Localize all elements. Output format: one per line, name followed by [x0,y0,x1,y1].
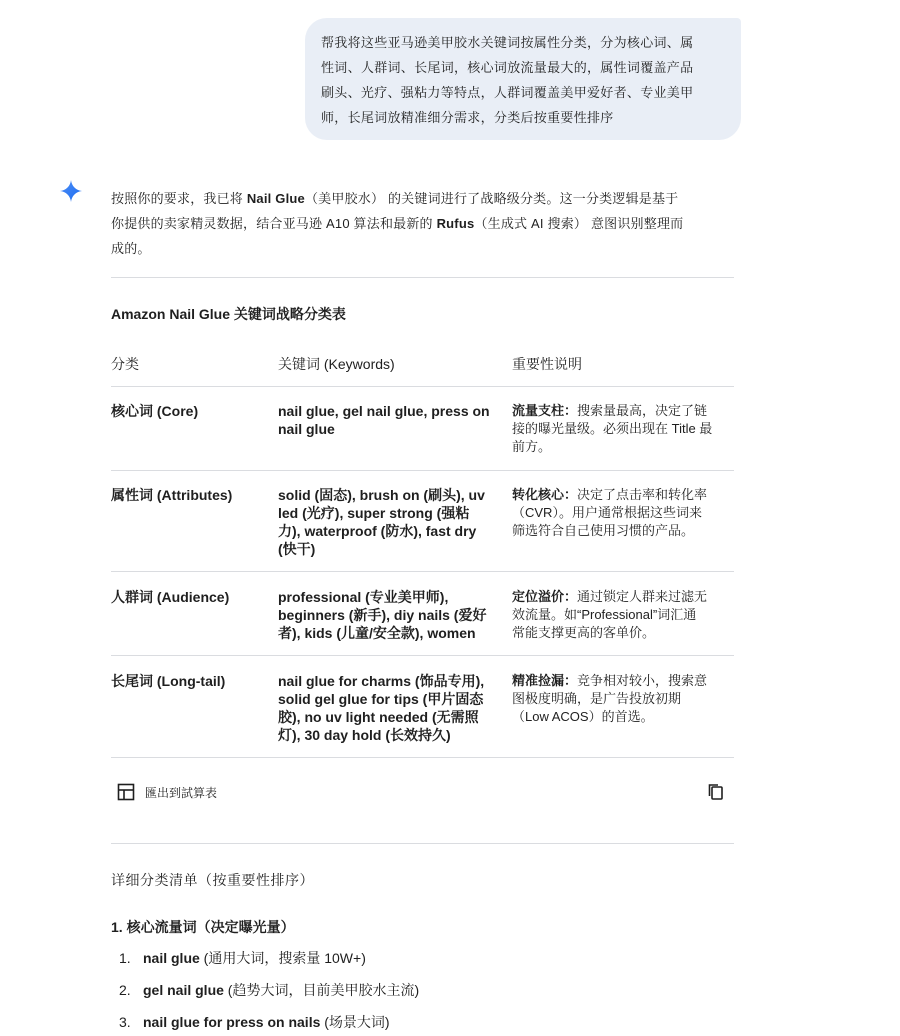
table-divider [111,470,734,471]
row-keywords [278,672,500,744]
note-line: （Low ACOS）的首选。 [512,709,654,724]
note-line: 搜索量最高，决定了链 [577,403,708,418]
list-item [119,1012,390,1032]
note-line: 效流量。如“Professional”词汇通 [512,607,697,622]
keyword-line: nail glue for charms (饰品专用), [278,673,485,689]
row-keywords [278,402,500,438]
keyword-line: led (光疗), super strong (强粘 [278,505,470,521]
note-line: 竞争相对较小，搜索意 [577,673,708,688]
list-item [119,948,366,968]
response-intro [111,186,735,261]
note-bold: 定位溢价： [512,589,578,604]
divider [111,277,734,278]
intro-text: （生成式 AI 搜索） 意图识别整理而 [474,216,684,231]
list-keyword: nail glue for press on nails [143,1014,321,1030]
list-desc: (趋势大词，目前美甲胶水主流) [223,982,420,998]
intro-bold: Nail Glue [246,191,305,206]
note-line: 筛选符合自己使用习惯的产品。 [512,523,695,538]
user-message-line: 帮我将这些亚马逊美甲胶水关键词按属性分类，分为核心词、属 [321,35,694,50]
note-line: （CVR）。用户通常根据这些词来 [512,505,702,520]
row-category: 核心词 (Core) [111,403,199,419]
row-category: 人群词 (Audience) [111,589,230,605]
keyword-line: beginners (新手), diy nails (爱好 [278,607,487,623]
table-divider [111,571,734,572]
keyword-line: nail glue [278,421,335,437]
table-header-importance: 重要性说明 [512,356,582,372]
note-bold: 流量支柱： [512,403,578,418]
note-bold: 转化核心： [512,487,578,502]
note-line: 通过锁定人群来过滤无 [577,589,708,604]
note-line: 图极度明确，是广告投放初期 [512,691,682,706]
keyword-line: (快干) [278,541,316,557]
list-number: 2. [119,982,131,998]
note-line: 决定了点击率和转化率 [577,487,708,502]
row-keywords [278,588,500,642]
intro-bold: Rufus [436,216,475,231]
table-header-category: 分类 [111,356,139,372]
row-keywords [278,486,500,558]
user-message-line: 性词、人群词、长尾词，核心词放流量最大的，属性词覆盖产品 [321,60,694,75]
list-desc: (场景大词) [320,1014,390,1030]
table-divider [111,757,734,758]
list-desc: (通用大词，搜索量 10W+) [199,950,366,966]
keyword-line: 者), kids (儿童/安全款), women [278,625,476,641]
row-note [512,402,736,456]
user-message-line: 师，长尾词放精准细分需求，分类后按重要性排序 [321,110,614,125]
row-note [512,588,736,642]
note-bold: 精准捡漏： [512,673,578,688]
copy-icon[interactable] [706,782,726,802]
list-number: 1. [119,950,131,966]
row-category: 长尾词 (Long-tail) [111,673,226,689]
table-title: Amazon Nail Glue 关键词战略分类表 [111,306,346,322]
intro-text: 按照你的要求，我已将 [111,191,247,206]
table-divider [111,655,734,656]
export-to-sheets-button[interactable] [117,780,217,804]
intro-text: （美甲胶水） 的关键词进行了战略级分类。这一分类逻辑是基于 [304,191,679,206]
table-header-keywords: 关键词 (Keywords) [278,356,395,372]
table-grid-icon [117,783,135,801]
list-keyword: nail glue [143,950,200,966]
keyword-line: solid gel glue for tips (甲片固态 [278,691,484,707]
keyword-line: 力), waterproof (防水), fast dry [278,523,477,539]
table-toolbar [111,778,734,806]
keyword-line: 胶), no uv light needed (无需照 [278,709,479,725]
note-line: 常能支撑更高的客单价。 [512,625,656,640]
list-item [119,980,419,1000]
detail-heading: 详细分类清单（按重要性排序） [111,872,314,888]
note-line: 前方。 [512,439,552,454]
intro-text: 成的。 [111,241,151,256]
list-number: 3. [119,1014,131,1030]
keyword-line: 灯), 30 day hold (长效持久) [278,727,451,743]
keyword-line: professional (专业美甲师), [278,589,449,605]
divider [111,843,734,844]
list-keyword: gel nail glue [143,982,224,998]
table-divider [111,386,734,387]
section-heading: 1. 核心流量词（决定曝光量） [111,919,295,935]
user-message-line: 刷头、光疗、强粘力等特点，人群词覆盖美甲爱好者、专业美甲 [321,85,694,100]
row-category: 属性词 (Attributes) [111,487,233,503]
gemini-sparkle-icon [60,180,82,202]
keyword-line: solid (固态), brush on (刷头), uv [278,487,485,503]
note-line: 接的曝光量级。必须出现在 Title 最 [512,421,713,436]
intro-text: 你提供的卖家精灵数据，结合亚马逊 A10 算法和最新的 [111,216,437,231]
keyword-line: nail glue, gel nail glue, press on [278,403,490,419]
row-note [512,672,736,726]
row-note [512,486,736,540]
export-label: 匯出到試算表 [145,785,218,800]
user-message-bubble [305,18,741,140]
